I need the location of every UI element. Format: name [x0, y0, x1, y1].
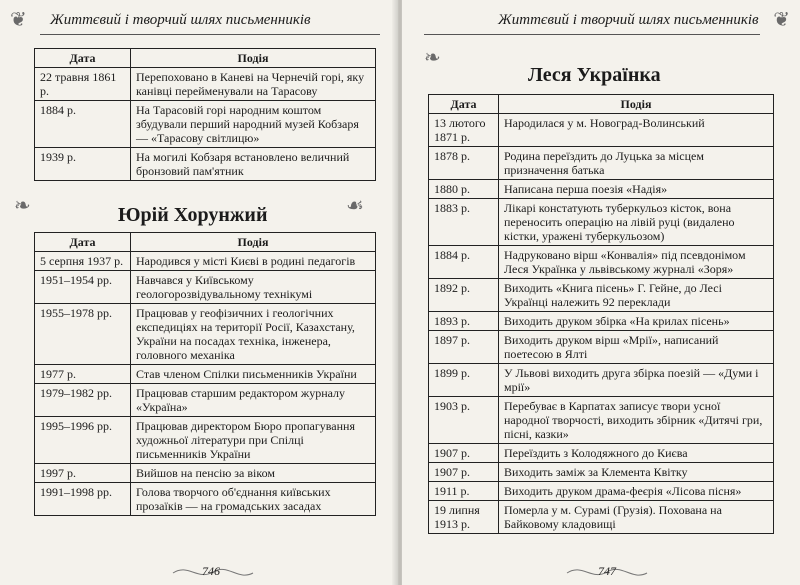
table-row — [35, 365, 376, 384]
event-cell: Працював старшим редактором журналу «Україна» — [131, 384, 376, 417]
section-title-lesya-ukrainka: Леся Українка — [528, 64, 661, 86]
table-row — [35, 68, 376, 101]
date-cell: 1907 р. — [429, 444, 499, 463]
event-cell: Переїздить з Колодяжного до Києва — [499, 444, 774, 463]
event-cell: На Тарасовій горі народним коштом збудували перший народний музей Кобзаря — «Тарасову світлицю» — [131, 101, 376, 148]
date-cell: 1955–1978 рр. — [35, 304, 131, 365]
table-row — [429, 279, 774, 312]
table-row — [429, 482, 774, 501]
event-cell: Виходить друком вірш «Мрії», написаний поетесою в Ялті — [499, 331, 774, 364]
date-cell: 1995–1996 рр. — [35, 417, 131, 464]
event-cell: Померла у м. Сурамі (Грузія). Похована на Байковому кладовищі — [499, 501, 774, 534]
event-cell: Працював у геофізичних і геологічних експедиціях на території Росії, Казахстану, України на посадах техніка, інженера, головного механіка — [131, 304, 376, 365]
date-cell: 1951–1954 рр. — [35, 271, 131, 304]
date-cell: 5 серпня 1937 р. — [35, 252, 131, 271]
event-cell: Працював директором Бюро пропагування художньої літератури при Спілці письменників України — [131, 417, 376, 464]
column-header-date: Дата — [35, 233, 131, 252]
table-row — [35, 252, 376, 271]
page-number-left: 746 — [202, 564, 220, 578]
date-cell: 1911 р. — [429, 482, 499, 501]
table-row — [429, 147, 774, 180]
scroll-ornament-icon: ❦ — [10, 9, 27, 31]
column-header-event: Подія — [499, 95, 774, 114]
table-row — [35, 384, 376, 417]
date-cell: 19 липня 1913 р. — [429, 501, 499, 534]
date-cell: 1880 р. — [429, 180, 499, 199]
shevchenko-table-continued — [34, 48, 376, 181]
date-cell: 13 лютого 1871 р. — [429, 114, 499, 147]
date-cell: 1893 р. — [429, 312, 499, 331]
table-row — [429, 364, 774, 397]
event-cell: Написана перша поезія «Надія» — [499, 180, 774, 199]
date-cell: 1991–1998 рр. — [35, 483, 131, 516]
left-flourish-icon: ❧ — [424, 47, 441, 69]
table-header-row — [35, 233, 376, 252]
event-cell: У Львові виходить друга збірка поезій — «Думи і мрії» — [499, 364, 774, 397]
left-page-header — [10, 6, 388, 40]
date-cell: 1939 р. — [35, 148, 131, 181]
table-row — [429, 463, 774, 482]
event-cell: Надруковано вірш «Конвалія» під псевдонімом Леся Українка у львівському журналі «Зоря» — [499, 246, 774, 279]
table-row — [35, 271, 376, 304]
table-row — [429, 331, 774, 364]
event-cell: Виходить друком драма-феєрія «Лісова пісня» — [499, 482, 774, 501]
header-rule — [40, 34, 380, 35]
column-header-date: Дата — [35, 49, 131, 68]
right-page — [402, 0, 800, 585]
right-page-header — [410, 6, 790, 40]
table-row — [429, 501, 774, 534]
event-cell: Виходить заміж за Клемента Квітку — [499, 463, 774, 482]
date-cell: 1884 р. — [35, 101, 131, 148]
header-rule — [424, 34, 760, 35]
running-title-right: Життєвий і творчий шлях письменників — [498, 12, 759, 28]
column-header-event: Подія — [131, 233, 376, 252]
date-cell: 1892 р. — [429, 279, 499, 312]
left-page — [0, 0, 398, 585]
event-cell: Народилася у м. Новоград-Волинський — [499, 114, 774, 147]
date-cell: 1903 р. — [429, 397, 499, 444]
table-row — [35, 304, 376, 365]
lesya-ukrainka-table — [428, 94, 774, 534]
table-header-row — [35, 49, 376, 68]
event-cell: Став членом Спілки письменників України — [131, 365, 376, 384]
date-cell: 1897 р. — [429, 331, 499, 364]
date-cell: 22 травня 1861 р. — [35, 68, 131, 101]
table-row — [35, 417, 376, 464]
table-row — [35, 148, 376, 181]
table-row — [429, 114, 774, 147]
event-cell: Виходить друком збірка «На крилах пісень» — [499, 312, 774, 331]
table-row — [35, 483, 376, 516]
date-cell: 1997 р. — [35, 464, 131, 483]
page-number-right: 747 — [598, 564, 616, 578]
running-title-left: Життєвий і творчий шлях письменників — [50, 12, 311, 28]
date-cell: 1977 р. — [35, 365, 131, 384]
date-cell: 1907 р. — [429, 463, 499, 482]
event-cell: Перебуває в Карпатах записує твори усної народної творчості, виходить збірник «Дитячі гри, пісні, казки» — [499, 397, 774, 444]
table-row — [35, 101, 376, 148]
table-row — [429, 397, 774, 444]
event-cell: Народився у місті Києві в родині педагогів — [131, 252, 376, 271]
event-cell: Виходить «Книга пісень» Г. Гейне, до Лесі Українці належить 92 переклади — [499, 279, 774, 312]
event-cell: Вийшов на пенсію за віком — [131, 464, 376, 483]
date-cell: 1884 р. — [429, 246, 499, 279]
scroll-ornament-icon: ❦ — [773, 9, 790, 31]
date-cell: 1883 р. — [429, 199, 499, 246]
event-cell: Родина переїздить до Луцька за місцем призначення батька — [499, 147, 774, 180]
date-cell: 1979–1982 рр. — [35, 384, 131, 417]
event-cell: Навчався у Київському геологорозвідувальному технікумі — [131, 271, 376, 304]
table-row — [429, 444, 774, 463]
event-cell: Перепоховано в Каневі на Чернечій горі, яку канівці перейменували на Тарасову — [131, 68, 376, 101]
date-cell: 1899 р. — [429, 364, 499, 397]
table-row — [429, 199, 774, 246]
event-cell: Голова творчого об'єднання київських прозаїків — на громадських засадах — [131, 483, 376, 516]
table-row — [429, 246, 774, 279]
khorunzhyi-table — [34, 232, 376, 516]
left-flourish-icon: ❧ — [14, 195, 31, 217]
table-row — [35, 464, 376, 483]
section-title-khorunzhyi: Юрій Хорунжий — [118, 204, 268, 226]
event-cell: На могилі Кобзаря встановлено величний бронзовий пам'ятник — [131, 148, 376, 181]
table-header-row — [429, 95, 774, 114]
column-header-event: Подія — [131, 49, 376, 68]
table-row — [429, 312, 774, 331]
table-row — [429, 180, 774, 199]
event-cell: Лікарі констатують туберкульоз кісток, вона переносить операцію на лівій руці (видалено кістки, уражені туберкульозом) — [499, 199, 774, 246]
date-cell: 1878 р. — [429, 147, 499, 180]
right-flourish-icon: ☙ — [346, 195, 364, 217]
column-header-date: Дата — [429, 95, 499, 114]
